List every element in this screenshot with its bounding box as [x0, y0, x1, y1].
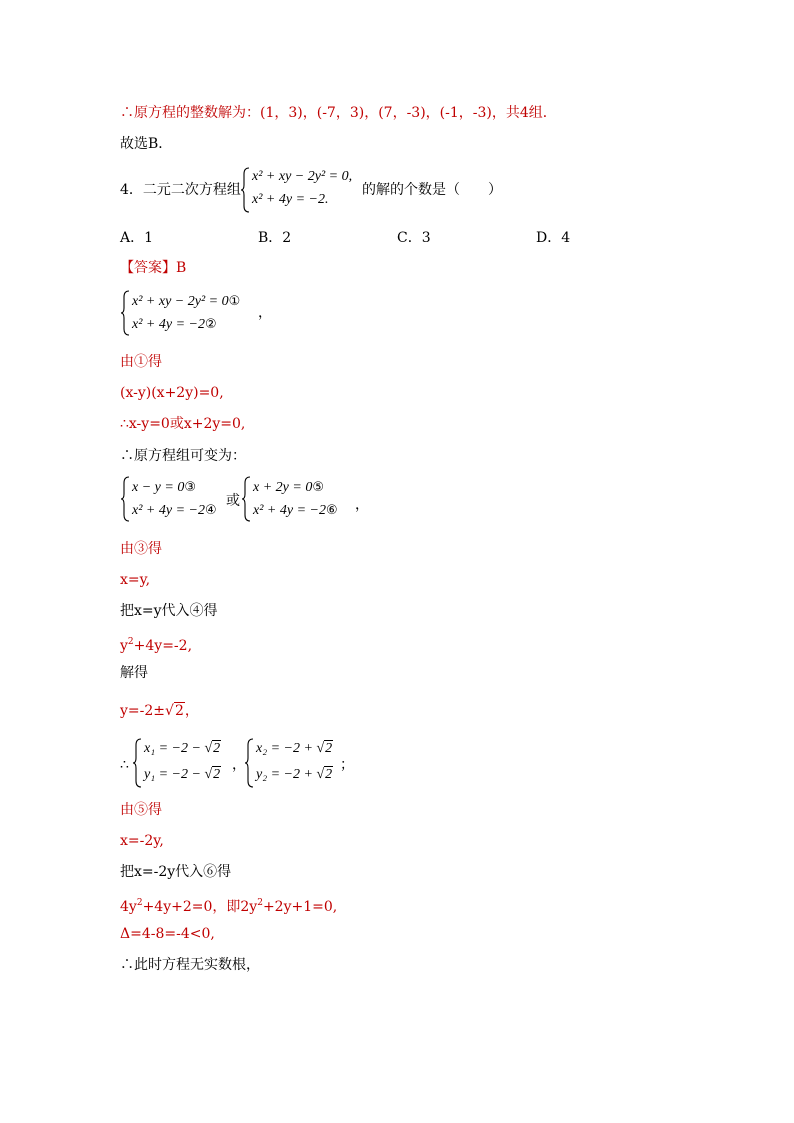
system-b-equation-1: x + 2y = 0 — [253, 480, 313, 495]
system-b-equation-2: x² + 4y = −2 — [253, 503, 326, 518]
x1-solution: x₁ = −2 − √2 — [144, 741, 221, 756]
from-3-line: 由③得 — [120, 541, 162, 557]
system-b-comma: ， — [355, 497, 369, 513]
x2-solution: x₂ = −2 + √2 — [256, 741, 333, 756]
transform-line: ∴原方程组可变为： — [120, 448, 246, 464]
system-b — [241, 476, 369, 522]
therefore-symbol: ∴ — [120, 757, 129, 773]
choose-b-line: 故选B． — [120, 136, 173, 152]
option-b: B．2 — [258, 230, 292, 246]
circled-4: ④ — [204, 503, 217, 518]
solution-separator: ， — [232, 757, 246, 773]
left-brace-icon — [120, 476, 130, 522]
left-brace-icon — [132, 738, 142, 788]
solution-1 — [132, 738, 232, 788]
question-4-prefix: 4．二元二次方程组 — [120, 182, 241, 198]
x-equals-y-line: x=y, — [120, 572, 151, 588]
option-c: C．3 — [397, 230, 431, 246]
circled-2: ② — [204, 317, 217, 332]
question-4-system — [240, 167, 365, 213]
answer-equation-2: x² + 4y = −2 — [132, 317, 205, 332]
q4-equation-1: x² + xy − 2y² = 0, — [252, 169, 353, 184]
q4-equation-2: x² + 4y = −2. — [252, 192, 329, 207]
substitute-into-6-line: 把x=-2y代入⑥得 — [120, 864, 232, 880]
left-brace-icon — [120, 290, 130, 336]
system-a — [120, 476, 235, 522]
system-a-equation-1: x − y = 0 — [132, 480, 185, 495]
or-word: 或 — [226, 493, 240, 509]
equation-6-line: $4y^2+4y+2=0$，即$2y^2+2y+1=0$, — [120, 898, 338, 915]
or-equation-line: ∴x-y=0或x+2y=0, — [120, 416, 246, 432]
y1-solution: y₁ = −2 − √2 — [144, 767, 221, 782]
circled-6: ⑥ — [325, 503, 338, 518]
circled-5: ⑤ — [312, 480, 324, 495]
left-brace-icon — [241, 476, 251, 522]
integer-solutions-line: ∴原方程的整数解为：(1，3)，(-7，3)，(7，-3)，(-1，-3)，共4组． — [120, 105, 557, 121]
solution-end: ； — [340, 757, 354, 773]
left-brace-icon — [240, 167, 250, 213]
solve-line: 解得 — [120, 665, 148, 681]
option-d: D．4 — [536, 230, 571, 246]
solution-2 — [244, 738, 344, 788]
sqrt-2: √2 — [165, 703, 184, 719]
from-6-line: 由⑤得 — [120, 802, 162, 818]
circled-1: ① — [228, 294, 241, 309]
factor-line: (x-y)(x+2y)=0, — [120, 385, 224, 401]
x-equals-minus-2y-line: x=-2y, — [120, 833, 164, 849]
from-1-line: 由①得 — [120, 354, 162, 370]
circled-3: ③ — [184, 480, 196, 495]
answer-system — [120, 290, 280, 336]
left-brace-icon — [244, 738, 254, 788]
y-solution-line: y=-2±√2， — [120, 703, 199, 719]
answer-system-comma: ， — [258, 305, 272, 321]
answer-label: 【答案】B — [120, 260, 187, 276]
y-quadratic-line: $y^2+4y=-2$, — [120, 637, 193, 654]
no-real-roots-line: ∴此时方程无实数根， — [120, 957, 260, 973]
answer-equation-1: x² + xy − 2y² = 0 — [132, 294, 229, 309]
y2-solution: y₂ = −2 + √2 — [256, 767, 333, 782]
system-a-equation-2: x² + 4y = −2 — [132, 503, 205, 518]
substitute-into-4-line: 把x=y代入④得 — [120, 603, 218, 619]
option-a: A．1 — [120, 230, 154, 246]
delta-line: Δ=4-8=-4<0, — [120, 926, 215, 942]
question-4-suffix: 的解的个数是（ ） — [362, 182, 502, 198]
